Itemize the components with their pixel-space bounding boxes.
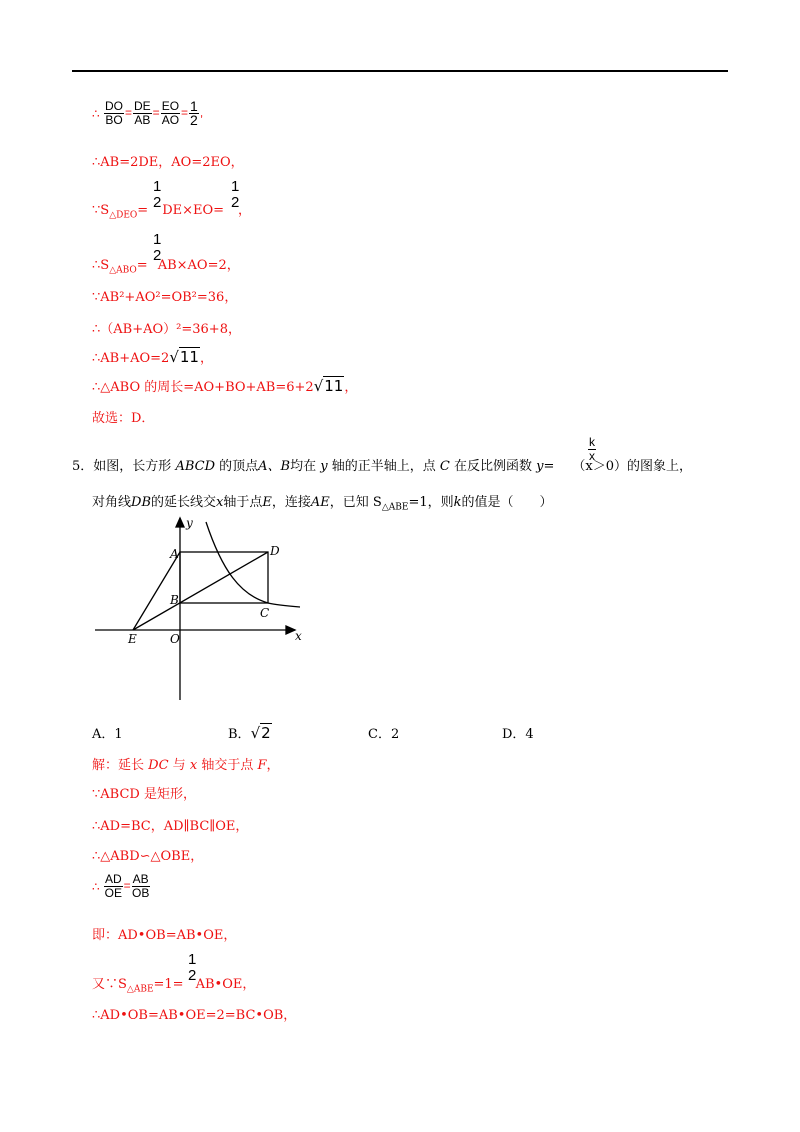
solution-line-square-sum: ∴（AB+AO）²=36+8， [92,322,241,337]
y-axis-arrow [176,518,184,527]
solution-5-line-6: 即：AD•OB=AB•OE， [92,928,237,943]
fraction-eo-ao: $\frac{EO}{AO}$ [161,99,180,127]
option-c[interactable]: C．2 [368,727,400,742]
solution-line-area-abo: $\therefore S_{\triangle ABO}= AB\times AO=2$， [92,258,240,276]
ratio-equation: ∴ $\frac{DO}{BO}$ = $\frac{DE}{AB}$ = $\frac{EO}{AO}$ = $\frac{1}{2}$ , [92,98,204,128]
half-fraction-2: 1 2 [231,178,240,211]
option-d[interactable]: D．4 [502,727,534,742]
solution-line-ab-de: ∴AB=2DE，AO=2EO， [92,155,244,170]
half-fraction-4: 1 2 [188,951,197,984]
label-x: x [295,629,302,643]
fraction-de-ab: $\frac{DE}{AB}$ [134,99,151,127]
sqrt-2: √2 [250,724,271,742]
solution-5-line-2: ∵ABCD 是矩形， [92,787,196,802]
label-b: B [170,593,179,607]
header-rule [72,70,728,72]
segment-ae [133,552,180,630]
half-fraction-1: 1 2 [153,178,162,211]
question-5-line-2: 对角线DB的延长线交x轴于点E，连接AE，已知 $S_{\triangle ABE}=1$，则k的值是（ ） [92,495,553,513]
k-over-x-fraction: $\frac{k}{x}$ [589,435,595,463]
solution-answer-d: 故选：D． [92,411,155,426]
sqrt-11-b: √11 [313,377,344,395]
option-a[interactable]: A．1 [92,727,123,742]
solution-line-sum-result: ∴AB+AO=2√11， [92,348,213,366]
solution-line-pythagoras: ∵AB²+AO²=OB²=36， [92,290,238,305]
label-a: A [170,547,179,561]
option-b[interactable]: B．√2 [228,724,271,742]
label-d: D [270,544,280,558]
diagonal-db-extended [133,552,268,630]
solution-line-perimeter: ∴△ABO 的周长=AO+BO+AB=6+2√11， [92,377,358,395]
solution-5-line-8: ∴AD•OB=AB•OE=2=BC•OB， [92,1008,297,1023]
solution-5-line-1: 解：延长 DC 与 x 轴交于点 F， [92,758,280,773]
sqrt-11-a: √11 [169,348,199,366]
x-axis-arrow [286,626,295,634]
fraction-ad-oe: $\frac{AD}{OE}$ [104,872,122,900]
solution-5-line-4: ∴△ABD∽△OBE， [92,849,204,864]
fraction-ab-ob: $\frac{AB}{OB}$ [132,872,150,900]
label-o: O [170,632,180,646]
therefore-symbol: ∴ [92,106,100,121]
label-e: E [128,632,137,646]
solution-5-ratio: ∴ $\frac{AD}{OE}$ = $\frac{AB}{OB}$ [92,872,150,900]
fraction-one-half: $\frac{1}{2}$ [190,98,198,128]
solution-line-area-deo: $\because S_{\triangle DEO}= DE\times EO=$ ， [92,203,252,221]
hyperbola-curve [206,522,300,607]
half-fraction-3: 1 2 [153,231,162,264]
geometry-figure [90,515,310,705]
solution-5-line-7: 又$\because S_{\triangle ABE}=1=$ AB•OE， [92,977,256,995]
solution-5-line-3: ∴AD=BC，AD∥BC∥OE， [92,819,249,834]
label-c: C [260,606,270,620]
question-5-line-1: 5．如图，长方形 ABCD 的顶点A、B均在 y 轴的正半轴上，点 C 在反比例函数 y= （x＞0）的图象上， [72,459,693,474]
fraction-do-bo: $\frac{DO}{BO}$ [104,99,123,127]
label-y: y [186,516,193,530]
